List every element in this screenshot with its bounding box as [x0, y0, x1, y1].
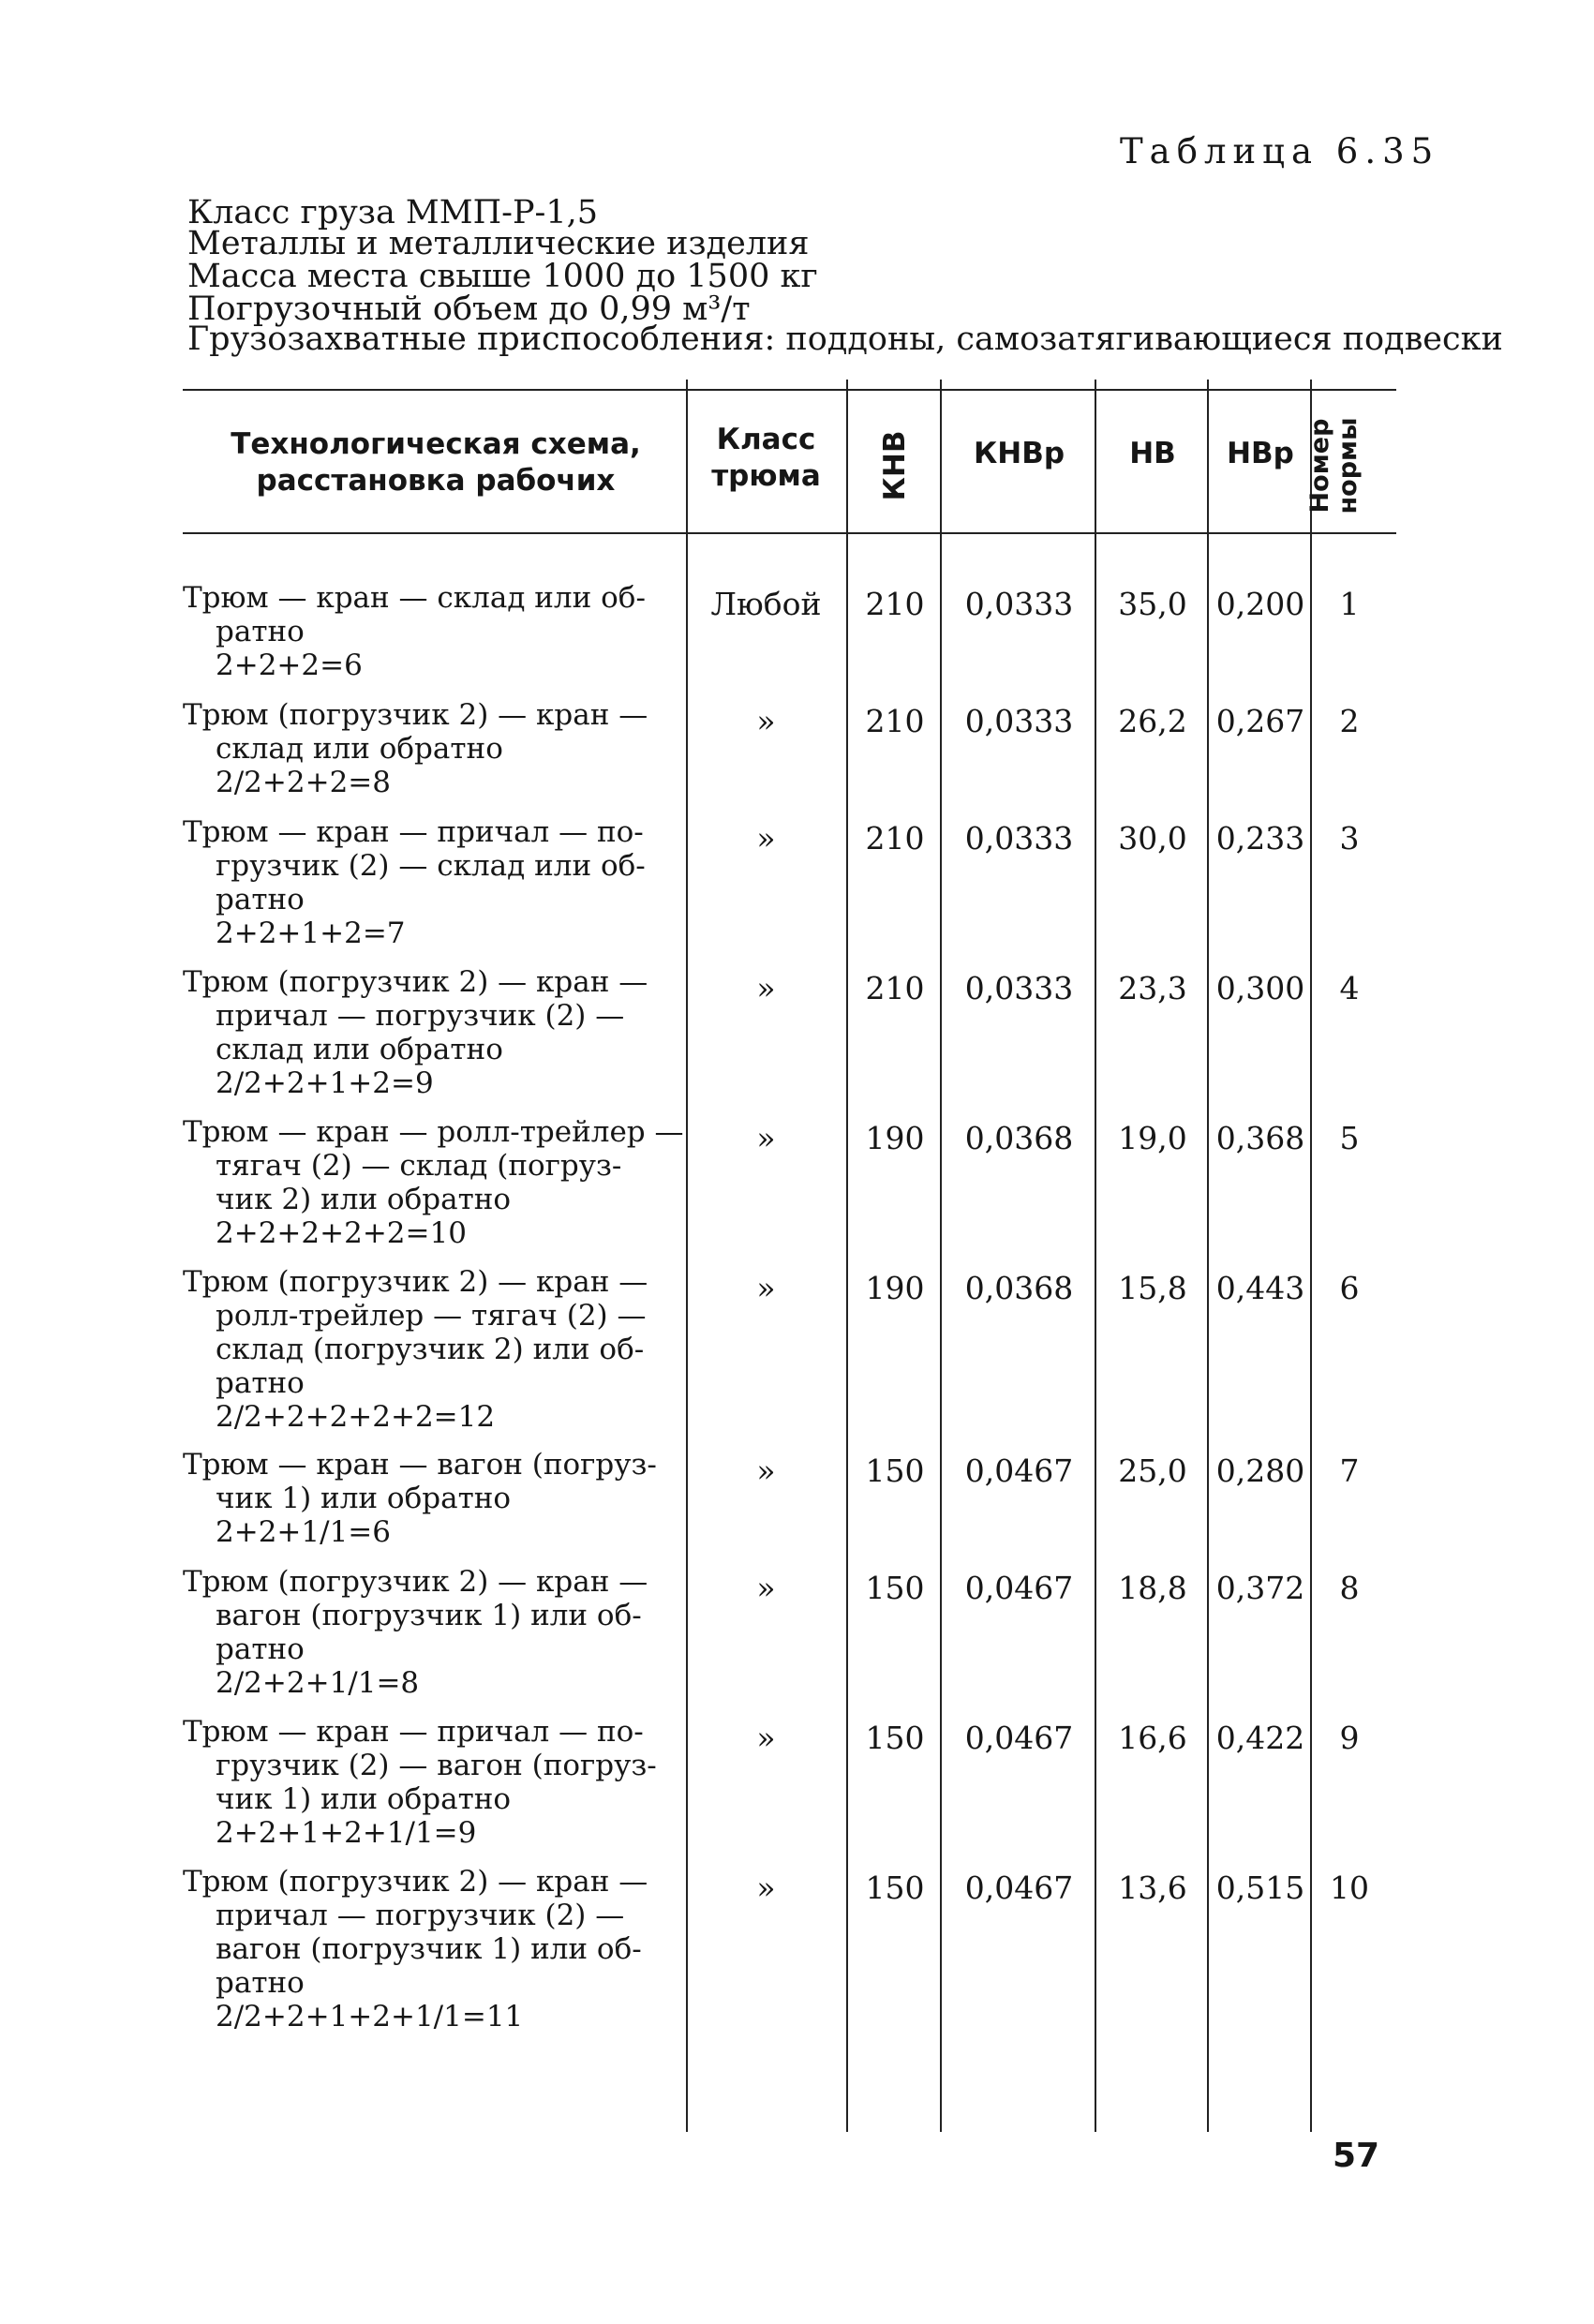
scheme-cell — [183, 1715, 689, 1850]
cargo-name: Металлы и металлические изделия — [187, 225, 810, 262]
nv-cell: 25,0 — [1118, 1452, 1187, 1489]
nvr-cell: 0,443 — [1215, 1270, 1305, 1306]
scheme-line: Трюм — кран — склад или об- — [183, 581, 646, 615]
hold-class-cell: » — [756, 1870, 776, 1906]
knvr-cell: 0,0467 — [964, 1720, 1074, 1756]
nvr-cell: 0,233 — [1215, 820, 1305, 857]
knv-cell: 150 — [865, 1452, 925, 1489]
scheme-line: склад (погрузчик 2) или об- — [216, 1333, 645, 1366]
knv-cell: 210 — [865, 820, 925, 857]
scheme-line: ролл-трейлер — тягач (2) — — [216, 1299, 647, 1333]
knv-cell: 150 — [865, 1570, 925, 1606]
hold-class-cell: » — [756, 1120, 776, 1156]
hold-class-cell: » — [756, 970, 776, 1006]
scheme-line: Трюм (погрузчик 2) — кран — — [183, 1565, 648, 1599]
scheme-line: причал — погрузчик (2) — — [216, 999, 625, 1033]
norm-number-cell: 4 — [1339, 970, 1360, 1006]
knvr-cell: 0,0333 — [964, 703, 1074, 739]
scheme-line: вагон (погрузчик 1) или об- — [216, 1599, 642, 1632]
scheme-cell — [183, 1115, 689, 1250]
header-nvr: НВр — [1227, 437, 1294, 470]
cargo-mass: Масса места свыше 1000 до 1500 кг — [187, 258, 818, 295]
nvr-cell: 0,200 — [1215, 586, 1305, 622]
scheme-line: вагон (погрузчик 1) или об- — [216, 1932, 642, 1966]
nv-cell: 15,8 — [1118, 1270, 1187, 1306]
scheme-line: склад или обратно — [216, 732, 503, 766]
scheme-cell — [183, 1265, 689, 1434]
knvr-cell: 0,0467 — [964, 1452, 1074, 1489]
scheme-line: Трюм — кран — причал — по- — [183, 1715, 644, 1749]
knv-cell: 190 — [865, 1120, 925, 1156]
knv-cell: 150 — [865, 1720, 925, 1756]
scheme-line: грузчик (2) — вагон (погруз- — [216, 1749, 657, 1782]
header-knv: КНВ — [878, 430, 912, 501]
knv-cell: 210 — [865, 586, 925, 622]
nvr-cell: 0,300 — [1215, 970, 1305, 1006]
lifting-devices: Грузозахватные приспособления: поддоны, самозатягивающиеся подвески — [187, 320, 1503, 358]
knvr-cell: 0,0333 — [964, 970, 1074, 1006]
page-number: 57 — [1333, 2137, 1380, 2175]
header-norm-number: Номер нормы — [1305, 417, 1363, 514]
nvr-cell: 0,422 — [1215, 1720, 1305, 1756]
hold-class-cell: » — [756, 1452, 776, 1489]
scheme-line: чик 1) или обратно — [216, 1782, 512, 1816]
scheme-line: 2/2+2+1+2=9 — [216, 1066, 434, 1100]
knvr-cell: 0,0333 — [964, 586, 1074, 622]
scheme-line: ратно — [216, 1366, 305, 1400]
knv-cell: 190 — [865, 1270, 925, 1306]
norm-number-cell: 3 — [1339, 820, 1360, 857]
knvr-cell: 0,0467 — [964, 1570, 1074, 1606]
hold-class-cell: » — [756, 1270, 776, 1306]
norm-number-cell: 9 — [1339, 1720, 1360, 1756]
scheme-line: ратно — [216, 1966, 305, 2000]
hold-class-cell: » — [756, 1720, 776, 1756]
scheme-cell — [183, 1448, 689, 1549]
hold-class-cell: Любой — [710, 586, 822, 622]
knvr-cell: 0,0333 — [964, 820, 1074, 857]
scheme-line: 2/2+2+1/1=8 — [216, 1666, 420, 1700]
scheme-line: ратно — [216, 883, 305, 916]
scheme-line: ратно — [216, 1632, 305, 1666]
table-label: Таблица 6.35 — [1120, 131, 1440, 171]
knvr-cell: 0,0368 — [964, 1120, 1074, 1156]
nvr-cell: 0,515 — [1215, 1870, 1305, 1906]
scheme-line: 2+2+1+2+1/1=9 — [216, 1816, 477, 1850]
hold-class-cell: » — [756, 703, 776, 739]
hold-class-cell: » — [756, 1570, 776, 1606]
nv-cell: 30,0 — [1118, 820, 1187, 857]
scheme-line: 2+2+2=6 — [216, 648, 363, 682]
nv-cell: 26,2 — [1118, 703, 1187, 739]
scheme-cell — [183, 698, 689, 799]
scheme-line: чик 1) или обратно — [216, 1482, 512, 1515]
knvr-cell: 0,0467 — [964, 1870, 1074, 1906]
norm-number-cell: 1 — [1339, 586, 1360, 622]
nvr-cell: 0,267 — [1215, 703, 1305, 739]
scheme-line: Трюм — кран — вагон (погруз- — [183, 1448, 657, 1482]
scheme-line: чик 2) или обратно — [216, 1183, 512, 1216]
norm-number-cell: 8 — [1339, 1570, 1360, 1606]
scheme-line: ратно — [216, 615, 305, 648]
nv-cell: 23,3 — [1118, 970, 1187, 1006]
header-bottom-rule — [183, 532, 1396, 534]
scheme-line: Трюм (погрузчик 2) — кран — — [183, 1265, 648, 1299]
scheme-line: Трюм (погрузчик 2) — кран — — [183, 1865, 648, 1899]
norm-number-cell: 5 — [1339, 1120, 1360, 1156]
scheme-line: 2+2+1+2=7 — [216, 916, 406, 950]
norm-number-cell: 7 — [1339, 1452, 1360, 1489]
nvr-cell: 0,368 — [1215, 1120, 1305, 1156]
scheme-cell — [183, 581, 689, 682]
scheme-line: 2/2+2+2=8 — [216, 766, 391, 799]
scheme-line: Трюм — кран — ролл-трейлер — — [183, 1115, 684, 1149]
scheme-line: грузчик (2) — склад или об- — [216, 849, 646, 883]
nv-cell: 35,0 — [1118, 586, 1187, 622]
cargo-volume: Погрузочный объем до 0,99 м³/т — [187, 290, 751, 328]
norm-number-cell: 10 — [1330, 1870, 1369, 1906]
norm-number-cell: 6 — [1339, 1270, 1360, 1306]
knv-cell: 210 — [865, 703, 925, 739]
hold-class-cell: » — [756, 820, 776, 857]
scheme-line: 2+2+2+2+2=10 — [216, 1216, 467, 1250]
scheme-line: склад или обратно — [216, 1033, 503, 1066]
header-knvr: КНВр — [973, 437, 1065, 470]
nv-cell: 13,6 — [1118, 1870, 1187, 1906]
scheme-line: 2/2+2+1+2+1/1=11 — [216, 2000, 524, 2034]
nv-cell: 19,0 — [1118, 1120, 1187, 1156]
nvr-cell: 0,372 — [1215, 1570, 1305, 1606]
nv-cell: 16,6 — [1118, 1720, 1187, 1756]
scheme-cell — [183, 1565, 689, 1700]
knv-cell: 210 — [865, 970, 925, 1006]
nvr-cell: 0,280 — [1215, 1452, 1305, 1489]
header-hold-class: Класс трюма — [711, 423, 821, 493]
nv-cell: 18,8 — [1118, 1570, 1187, 1606]
scheme-line: тягач (2) — склад (погруз- — [216, 1149, 622, 1183]
norm-number-cell: 2 — [1339, 703, 1360, 739]
scheme-cell — [183, 965, 689, 1100]
knvr-cell: 0,0368 — [964, 1270, 1074, 1306]
header-scheme: Технологическая схема, расстановка рабочих — [231, 427, 641, 498]
table-top-rule — [183, 389, 1396, 391]
scheme-line: 2/2+2+2+2+2=12 — [216, 1400, 496, 1434]
scheme-line: причал — погрузчик (2) — — [216, 1899, 625, 1932]
scheme-line: Трюм — кран — причал — по- — [183, 815, 644, 849]
scheme-line: 2+2+1/1=6 — [216, 1515, 391, 1549]
scheme-cell — [183, 815, 689, 950]
knv-cell: 150 — [865, 1870, 925, 1906]
cargo-class: Класс груза ММП-Р-1,5 — [187, 194, 598, 231]
scheme-cell — [183, 1865, 689, 2034]
header-nv: НВ — [1129, 437, 1176, 470]
scheme-line: Трюм (погрузчик 2) — кран — — [183, 965, 648, 999]
scheme-line: Трюм (погрузчик 2) — кран — — [183, 698, 648, 732]
